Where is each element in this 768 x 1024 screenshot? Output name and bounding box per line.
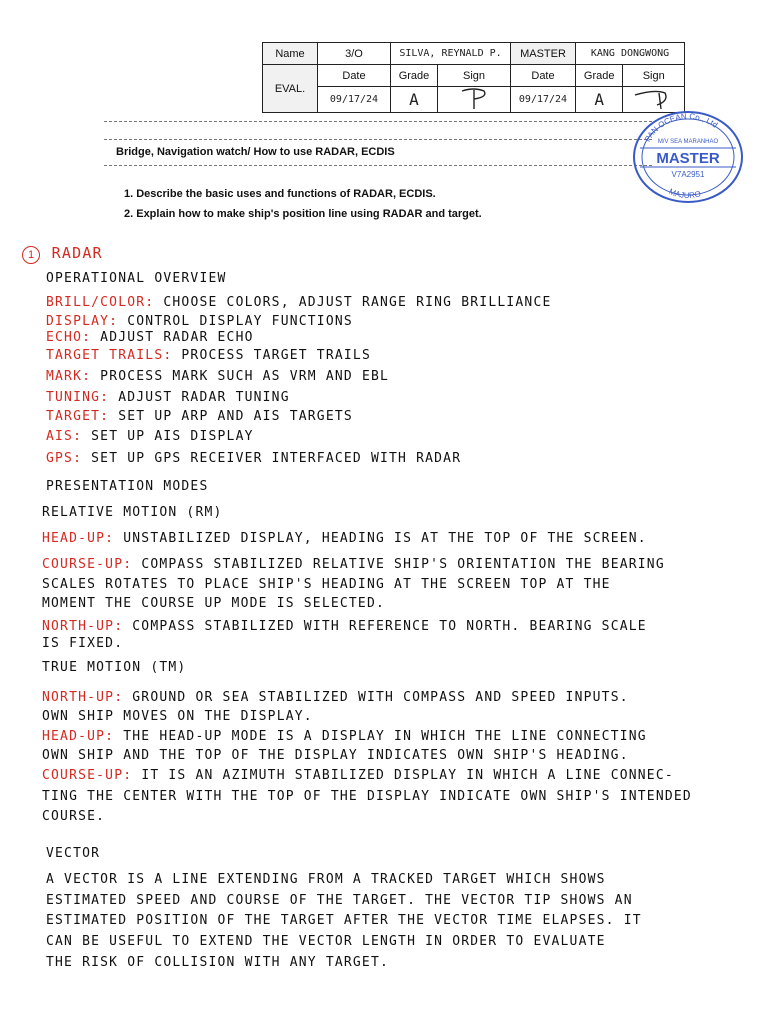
eval-label: EVAL.: [263, 65, 318, 113]
note-line: SCALES ROTATES TO PLACE SHIP'S HEADING AT THE SCREEN TOP AT THE: [42, 577, 611, 592]
date-header: Date: [511, 65, 576, 87]
signature-mark: [444, 87, 504, 109]
note-line: ESTIMATED POSITION OF THE TARGET AFTER THE VECTOR TIME ELAPSES. IT: [46, 913, 642, 928]
note-line: GPS: SET UP GPS RECEIVER INTERFACED WITH RADAR: [46, 451, 462, 466]
stamp-callsign: V7A2951: [671, 170, 705, 179]
note-line: AIS: SET UP AIS DISPLAY: [46, 429, 254, 444]
operational-heading: OPERATIONAL OVERVIEW: [46, 271, 227, 286]
vector-heading: VECTOR: [46, 846, 101, 861]
master-stamp: [632, 110, 744, 204]
sign-header: Sign: [438, 65, 511, 87]
stamp-port: MAJURO: [667, 186, 702, 201]
section-title: RADAR: [51, 244, 103, 262]
note-line: MOMENT THE COURSE UP MODE IS SELECTED.: [42, 596, 386, 611]
note-line: CAN BE USEFUL TO EXTEND THE VECTOR LENGTH IN ORDER TO EVALUATE: [46, 934, 606, 949]
trainee-signature: [438, 87, 511, 113]
master-name: KANG DONGWONG: [576, 43, 685, 65]
stamp-title: MASTER: [656, 150, 720, 167]
note-line: TING THE CENTER WITH THE TOP OF THE DISPLAY INDICATE OWN SHIP'S INTENDED: [42, 789, 692, 804]
note-line: TARGET TRAILS: PROCESS TARGET TRAILS: [46, 348, 371, 363]
presentation-heading: PRESENTATION MODES: [46, 479, 209, 494]
evaluation-table: [262, 42, 685, 113]
note-line: TARGET: SET UP ARP AND AIS TARGETS: [46, 409, 353, 424]
note-line: BRILL/COLOR: CHOOSE COLORS, ADJUST RANGE RING BRILLIANCE: [46, 295, 552, 310]
stamp-company: PAN OCEAN Co., Ltd: [642, 111, 720, 144]
note-line: MARK: PROCESS MARK SUCH AS VRM AND EBL: [46, 369, 390, 384]
note-line: IS FIXED.: [42, 636, 124, 651]
section-number: 1: [22, 246, 40, 264]
section-heading: [22, 244, 103, 264]
true-motion-heading: TRUE MOTION (TM): [42, 660, 187, 675]
note-line: COURSE-UP: IT IS AN AZIMUTH STABILIZED DISPLAY IN WHICH A LINE CONNEC-: [42, 768, 674, 783]
note-line: OWN SHIP MOVES ON THE DISPLAY.: [42, 709, 313, 724]
grade-header: Grade: [391, 65, 438, 87]
note-line: THE RISK OF COLLISION WITH ANY TARGET.: [46, 955, 390, 970]
note-line: OWN SHIP AND THE TOP OF THE DISPLAY INDICATES OWN SHIP'S HEADING.: [42, 748, 629, 763]
note-line: NORTH-UP: GROUND OR SEA STABILIZED WITH COMPASS AND SPEED INPUTS.: [42, 690, 629, 705]
subject-title: Bridge, Navigation watch/ How to use RADAR, ECDIS: [116, 146, 395, 158]
name-label: Name: [263, 43, 318, 65]
note-line: TUNING: ADJUST RADAR TUNING: [46, 390, 290, 405]
grade-header: Grade: [576, 65, 623, 87]
trainee-name: SILVA, REYNALD P.: [391, 43, 511, 65]
date-header: Date: [318, 65, 391, 87]
master-date: 09/17/24: [511, 87, 576, 113]
master-signature: [623, 87, 685, 113]
note-line: COURSE-UP: COMPASS STABILIZED RELATIVE SHIP'S ORIENTATION THE BEARING: [42, 557, 665, 572]
note-line: HEAD-UP: UNSTABILIZED DISPLAY, HEADING IS AT THE TOP OF THE SCREEN.: [42, 531, 647, 546]
note-line: ESTIMATED SPEED AND COURSE OF THE TARGET. THE VECTOR TIP SHOWS AN: [46, 893, 633, 908]
rank-cell: 3/O: [318, 43, 391, 65]
note-line: HEAD-UP: THE HEAD-UP MODE IS A DISPLAY IN WHICH THE LINE CONNECTING: [42, 729, 647, 744]
note-line: COURSE.: [42, 809, 106, 824]
objectives-list: [124, 184, 482, 224]
master-grade: A: [576, 87, 623, 113]
objective-item: 1. Describe the basic uses and functions of RADAR, ECDIS.: [124, 188, 436, 200]
note-line: NORTH-UP: COMPASS STABILIZED WITH REFERENCE TO NORTH. BEARING SCALE: [42, 619, 647, 634]
signature-mark: [629, 87, 679, 109]
note-line: ECHO: ADJUST RADAR ECHO: [46, 330, 254, 345]
divider: [104, 165, 652, 166]
stamp-vessel: M/V SEA MARANHAO: [657, 139, 719, 145]
sign-header: Sign: [623, 65, 685, 87]
note-line: A VECTOR IS A LINE EXTENDING FROM A TRACKED TARGET WHICH SHOWS: [46, 872, 606, 887]
trainee-grade: A: [391, 87, 438, 113]
divider: [104, 121, 652, 122]
note-line: DISPLAY: CONTROL DISPLAY FUNCTIONS: [46, 314, 353, 329]
objective-item: 2. Explain how to make ship's position line using RADAR and target.: [124, 208, 482, 220]
master-label: MASTER: [511, 43, 576, 65]
relative-motion-heading: RELATIVE MOTION (RM): [42, 505, 223, 520]
trainee-date: 09/17/24: [318, 87, 391, 113]
